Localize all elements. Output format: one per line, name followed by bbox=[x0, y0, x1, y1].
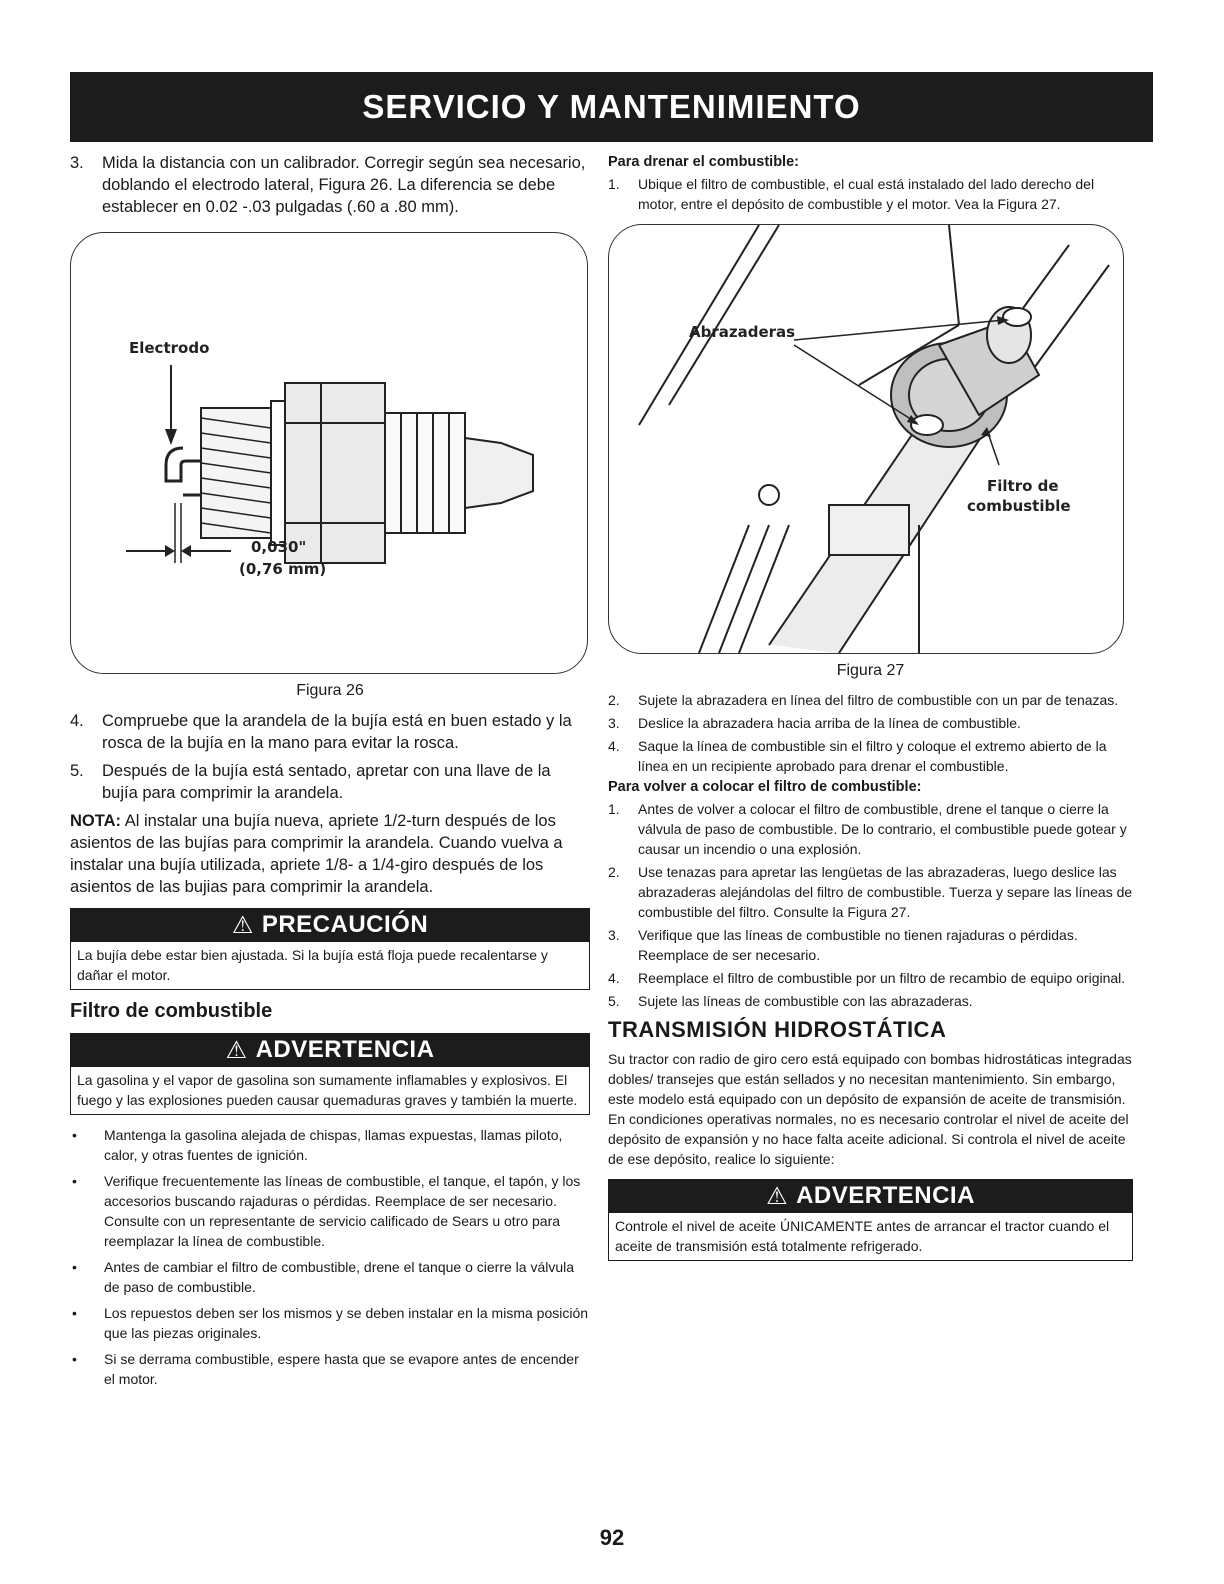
warning-text: La gasolina y el vapor de gasolina son sumamente inflamables y explosivos. El fuego y las explosiones pueden causar quemaduras graves y también la muerte. bbox=[70, 1067, 590, 1115]
note-label: NOTA: bbox=[70, 812, 122, 830]
replace-step-4 bbox=[608, 968, 1133, 988]
hydrostatic-paragraph: Su tractor con radio de giro cero está equipado con bombas hidrostáticas integradas dobles/ transejes que están sellados y no necesitan mantenimiento. Sin embargo, este modelo está equipado con un depósito de expansión de aceite de transmisión. En condiciones operativas normales, no es necesario controlar el nivel de aceite del depósito de expansión y no hace falta aceite adicional. Si controla el nivel de aceite de ese depósito, realice lo siguiente: bbox=[608, 1051, 1132, 1167]
step-text: Saque la línea de combustible sin el filtro y coloque el extremo abierto de la línea en un recipiente aprobado para drenar el combustible. bbox=[638, 738, 1107, 774]
step-number: 4. bbox=[70, 712, 84, 730]
caution-title: PRECAUCIÓN bbox=[261, 911, 429, 938]
replace-step-3 bbox=[608, 925, 1133, 965]
replace-step-5 bbox=[608, 991, 1133, 1011]
list-item: • Si se derrama combustible, espere hasta que se evapore antes de encender el motor. bbox=[70, 1349, 590, 1389]
clamps-label: Abrazaderas bbox=[689, 323, 796, 341]
warning-triangle-icon: ⚠ bbox=[766, 1182, 789, 1210]
drain-step-1 bbox=[608, 174, 1133, 214]
warning-text: Controle el nivel de aceite ÚNICAMENTE antes de arrancar el tractor cuando el aceite de transmisión está totalmente refrigerado. bbox=[608, 1213, 1133, 1261]
fuel-warning-box bbox=[70, 1033, 590, 1115]
step-text: Antes de volver a colocar el filtro de combustible, drene el tanque o cierre la válvula de paso de combustible. De lo contrario, el combustible puede gotear y causar un incendio o una explosión. bbox=[638, 801, 1127, 857]
step-number: 5. bbox=[70, 762, 84, 780]
figure-26-spark-plug bbox=[70, 232, 588, 674]
figure-27-fuel-filter bbox=[608, 224, 1124, 654]
replace-filter-heading: Para volver a colocar el filtro de combustible: bbox=[608, 779, 922, 795]
caution-text: La bujía debe estar bien ajustada. Si la bujía está floja puede recalentarse y dañar el motor. bbox=[70, 942, 590, 990]
warning-header bbox=[70, 1033, 590, 1067]
step-number: 1. bbox=[608, 176, 620, 192]
step-text: Use tenazas para apretar las lengüetas de las abrazaderas, luego deslice las abrazaderas alejándolas del filtro de combustible. Tuerza y separe las líneas de combustible del filtro. Consulte la Figura 27. bbox=[638, 864, 1133, 920]
page-title: SERVICIO Y MANTENIMIENTO bbox=[362, 88, 861, 125]
hydrostatic-transmission-heading: TRANSMISIÓN HIDROSTÁTICA bbox=[608, 1017, 947, 1042]
step-number: 3. bbox=[70, 154, 84, 172]
filter-label-line-1: Filtro de bbox=[987, 477, 1059, 495]
gap-mm-label: (0,76 mm) bbox=[239, 560, 327, 578]
electrode-label: Electrodo bbox=[129, 339, 210, 357]
note-paragraph bbox=[70, 810, 590, 898]
step-4 bbox=[70, 710, 590, 754]
caution-box bbox=[70, 908, 590, 990]
step-text: Verifique que las líneas de combustible no tienen rajaduras o pérdidas. Reemplace de ser necesario. bbox=[638, 927, 1078, 963]
oil-warning-box bbox=[608, 1179, 1133, 1261]
gap-label: 0,030" bbox=[251, 538, 307, 556]
step-5 bbox=[70, 760, 590, 804]
caution-header bbox=[70, 908, 590, 942]
spark-plug-diagram bbox=[71, 233, 587, 673]
replace-step-1 bbox=[608, 799, 1133, 859]
step-number: 2. bbox=[608, 864, 620, 880]
page-number: 92 bbox=[599, 1525, 625, 1550]
step-number: 4. bbox=[608, 738, 620, 754]
fuel-filter-diagram bbox=[609, 225, 1123, 653]
step-text: Deslice la abrazadera hacia arriba de la línea de combustible. bbox=[638, 715, 1021, 731]
list-item: • Antes de cambiar el filtro de combustible, drene el tanque o cierre la válvula de paso de combustible. bbox=[70, 1257, 590, 1297]
step-number: 5. bbox=[608, 993, 620, 1009]
step-number: 2. bbox=[608, 692, 620, 708]
list-item: • Mantenga la gasolina alejada de chispas, llamas expuestas, llamas piloto, calor, y otras fuentes de ignición. bbox=[70, 1125, 590, 1165]
safety-bullet-list bbox=[70, 1125, 590, 1389]
warning-header bbox=[608, 1179, 1133, 1213]
drain-step-3 bbox=[608, 713, 1133, 733]
replace-step-2 bbox=[608, 862, 1133, 922]
fuel-filter-heading: Filtro de combustible bbox=[70, 1000, 273, 1022]
step-number: 4. bbox=[608, 970, 620, 986]
step-text: Sujete la abrazadera en línea del filtro de combustible con un par de tenazas. bbox=[638, 692, 1119, 708]
step-text: Sujete las líneas de combustible con las abrazaderas. bbox=[638, 993, 973, 1009]
step-number: 1. bbox=[608, 801, 620, 817]
step-3 bbox=[70, 152, 590, 218]
drain-fuel-heading: Para drenar el combustible: bbox=[608, 154, 799, 170]
warning-title: ADVERTENCIA bbox=[796, 1182, 975, 1209]
warning-triangle-icon: ⚠ bbox=[225, 1036, 248, 1064]
right-column bbox=[608, 152, 1133, 1271]
list-item: • Los repuestos deben ser los mismos y se deben instalar en la misma posición que las piezas originales. bbox=[70, 1303, 590, 1343]
list-item: • Verifique frecuentemente las líneas de combustible, el tanque, el tapón, y los accesorios buscando rajaduras o pérdidas. Reemplace de ser necesario. Consulte con un representante de servicio calificado de Sears u otro para reemplazar la línea de combustible. bbox=[70, 1171, 590, 1251]
step-text: Compruebe que la arandela de la bujía está en buen estado y la rosca de la bujía en la mano para evitar la rosca. bbox=[102, 712, 572, 752]
step-text: Mida la distancia con un calibrador. Corregir según sea necesario, doblando el electrodo lateral, Figura 26. La diferencia se debe establecer en 0.02 -.03 pulgadas (.60 a .80 mm). bbox=[102, 154, 586, 216]
step-text: Ubique el filtro de combustible, el cual está instalado del lado derecho del motor, entre el depósito de combustible y el motor. Vea la Figura 27. bbox=[638, 176, 1095, 212]
step-text: Después de la bujía está sentado, apretar con una llave de la bujía para comprimir la arandela. bbox=[102, 762, 551, 802]
left-column bbox=[70, 152, 590, 1395]
figure-26-caption: Figura 26 bbox=[296, 682, 364, 699]
step-number: 3. bbox=[608, 927, 620, 943]
warning-title: ADVERTENCIA bbox=[255, 1036, 435, 1063]
step-text: Reemplace el filtro de combustible por un filtro de recambio de equipo original. bbox=[638, 970, 1126, 986]
filter-label-line-2: combustible bbox=[967, 497, 1071, 515]
page-header-banner bbox=[70, 72, 1153, 142]
drain-step-4 bbox=[608, 736, 1133, 776]
drain-step-2 bbox=[608, 690, 1133, 710]
step-number: 3. bbox=[608, 715, 620, 731]
figure-27-caption: Figura 27 bbox=[836, 662, 905, 679]
note-text: Al instalar una bujía nueva, apriete 1/2-turn después de los asientos de las bujías para comprimir la arandela. Cuando vuelva a instalar una bujía utilizada, apriete 1/8- a 1/4-giro después de los asientos de las bujias para comprimir la arandela. bbox=[70, 812, 563, 896]
warning-triangle-icon: ⚠ bbox=[231, 911, 254, 939]
